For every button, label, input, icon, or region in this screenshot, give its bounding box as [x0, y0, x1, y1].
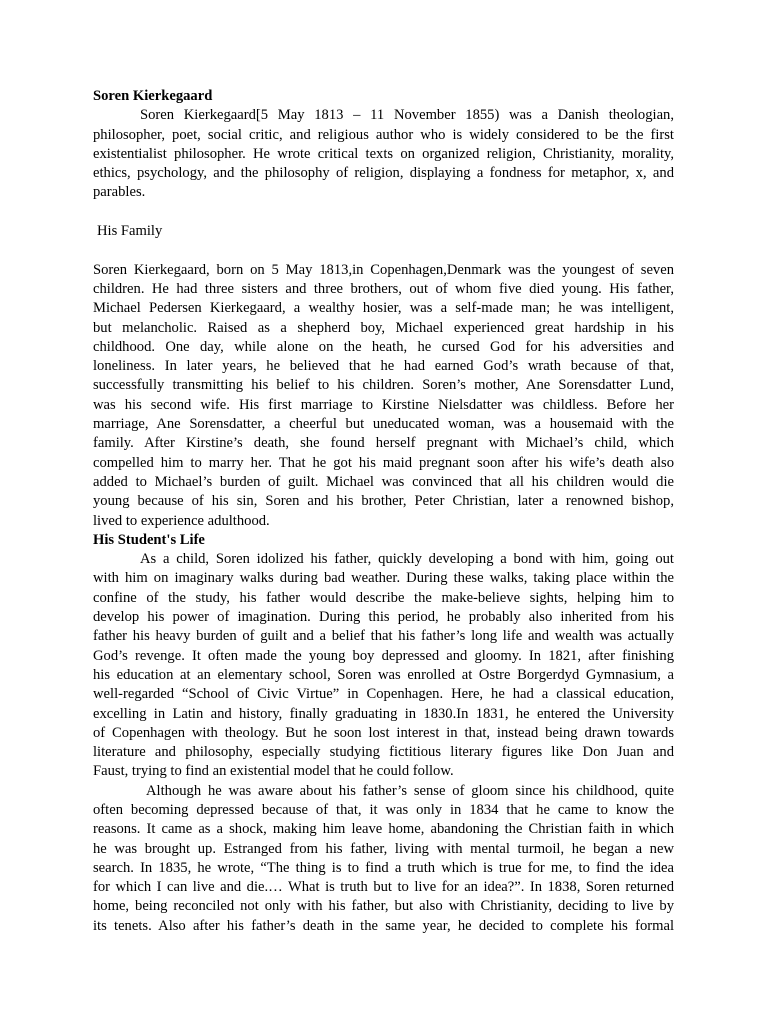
paragraph-line: he was brought up. Estranged from his father, living with mental turmoil, he began a new: [93, 840, 674, 857]
paragraph-line: search. In 1835, he wrote, “The thing is to find a truth which is true for me, to find the idea: [93, 859, 674, 876]
paragraph-line: literature and philosophy, especially studying fictitious literary figures like Don Juan and: [93, 744, 674, 761]
paragraph-line: for which I can live and die.… What is truth but to live for an idea?”. In 1838, Soren returned: [93, 879, 674, 896]
paragraph-line: excelling in Latin and history, finally graduating in 1830.In 1831, he entered the University: [93, 705, 674, 722]
paragraph-line: childhood. One day, while alone on the heath, he cursed God for his adversities and: [93, 338, 674, 355]
paragraph-line: lived to experience adulthood.: [93, 512, 270, 529]
paragraph-line: loneliness. In later years, he believed that he had earned God’s wrath because of that,: [93, 358, 674, 375]
paragraph-line: confine of the study, his father would describe the make-believe sights, helping him to: [93, 589, 674, 606]
paragraph-line: compelled him to marry her. That he got his maid pregnant soon after his wife’s death also: [93, 454, 674, 471]
paragraph-line: with him on imaginary walks during bad weather. During these walks, taking place within the: [93, 570, 674, 587]
paragraph-line: Michael Pedersen Kierkegaard, a wealthy hosier, was a self-made man; he was intelligent,: [93, 300, 674, 317]
document-title: Soren Kierkegaard: [93, 88, 213, 104]
paragraph-line: well-regarded “School of Civic Virtue” in Copenhagen. Here, he had a classical education,: [93, 686, 674, 703]
student-paragraph-2: [93, 782, 674, 936]
paragraph-line: marriage, Ane Sorensdatter, a cheerful but uneducated woman, was a housemaid with the: [93, 416, 674, 433]
paragraph-line: added to Michael’s burden of guilt. Michael was convinced that all his children would die: [93, 473, 674, 490]
paragraph-line: successfully transmitting his belief to his children. Soren’s mother, Ane Sorensdatter Lund,: [93, 377, 674, 394]
student-paragraph-1: [93, 550, 674, 782]
paragraph-line: Soren Kierkegaard, born on 5 May 1813,in Copenhagen,Denmark was the youngest of seven: [93, 261, 674, 278]
family-heading: His Family: [97, 223, 163, 240]
paragraph-line: but melancholic. Raised as a shepherd boy, Michael experienced great hardship in his: [93, 319, 674, 336]
student-heading: His Student's Life: [93, 531, 205, 548]
paragraph-line: Soren Kierkegaard[5 May 1813 – 11 November 1855) was a Danish theologian,: [140, 107, 674, 124]
paragraph-line: young because of his sin, Soren and his brother, Peter Christian, later a renowned bishop,: [93, 493, 674, 510]
paragraph-line: its tenets. Also after his father’s death in the same year, he decided to complete his formal: [93, 917, 674, 934]
paragraph-line: parables.: [93, 184, 146, 201]
blank-line: [93, 241, 674, 260]
family-paragraph: [93, 261, 674, 531]
paragraph-line: his education at an elementary school, Soren was enrolled at Ostre Borgerdyd Gymnasium, a: [93, 666, 674, 683]
paragraph-line: family. After Kirstine’s death, she found herself pregnant with Michael’s child, which: [93, 435, 674, 452]
paragraph-line: often becoming depressed because of that, it was only in 1834 that he came to know the: [93, 801, 674, 818]
paragraph-line: father his heavy burden of guilt and a belief that his father’s long life and wealth was actually: [93, 628, 674, 645]
paragraph-line: of Copenhagen with theology. But he soon lost interest in that, instead being drawn towards: [93, 724, 674, 741]
paragraph-line: reasons. It came as a shock, making him leave home, abandoning the Christian faith in which: [93, 821, 674, 838]
blank-line: [93, 203, 674, 222]
paragraph-line: Faust, trying to find an existential model that he could follow.: [93, 763, 454, 780]
document-page: [93, 87, 674, 936]
paragraph-line: ethics, psychology, and the philosophy of religion, displaying a fondness for metaphor, x, and: [93, 165, 674, 182]
paragraph-line: existentialist philosopher. He wrote critical texts on organized religion, Christianity, morality,: [93, 145, 674, 162]
paragraph-line: develop his power of imagination. During this period, he probably also inherited from his: [93, 609, 674, 626]
paragraph-line: Although he was aware about his father’s sense of gloom since his childhood, quite: [146, 782, 674, 799]
paragraph-line: God’s revenge. It often made the young boy depressed and gloomy. In 1821, after finishing: [93, 647, 674, 664]
paragraph-line: was his second wife. His first marriage to Kirstine Nielsdatter was childless. Before her: [93, 396, 674, 413]
paragraph-line: philosopher, poet, social critic, and religious author who is widely considered to be the first: [93, 126, 674, 143]
paragraph-line: home, being reconciled not only with his father, but also with Christianity, deciding to live by: [93, 898, 674, 915]
intro-paragraph: [93, 106, 674, 202]
paragraph-line: As a child, Soren idolized his father, quickly developing a bond with him, going out: [140, 551, 674, 568]
paragraph-line: children. He had three sisters and three brothers, out of whom five died young. His father,: [93, 280, 674, 297]
